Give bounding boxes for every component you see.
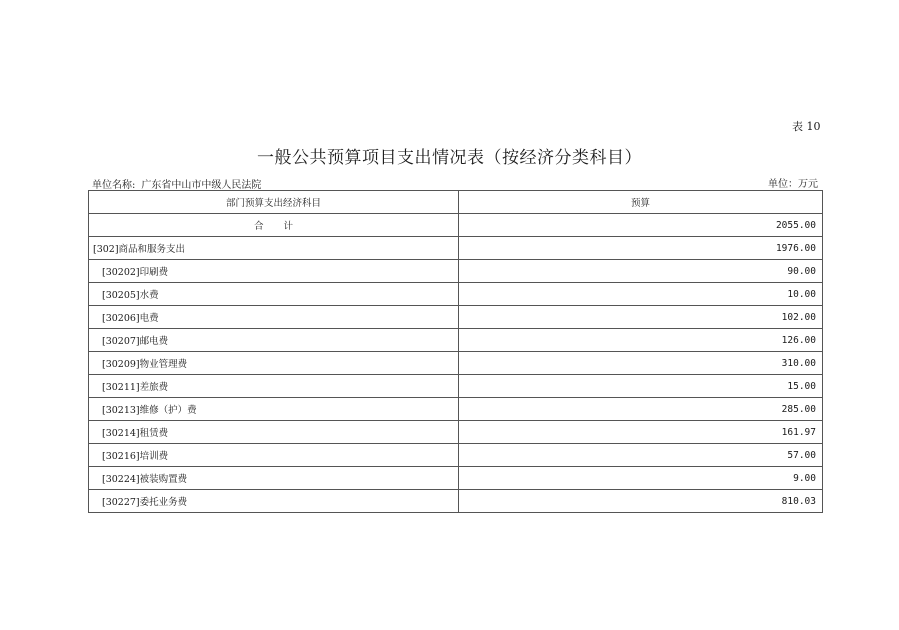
row-value: 285.00	[459, 398, 823, 421]
table-row	[89, 260, 823, 283]
row-value: 90.00	[459, 260, 823, 283]
row-value: 9.00	[459, 467, 823, 490]
row-account: [30206]电费	[89, 306, 459, 329]
table-row	[89, 398, 823, 421]
unit-label: 单位名称:	[92, 180, 136, 191]
table-row	[89, 306, 823, 329]
row-value: 810.03	[459, 490, 823, 513]
row-account: [30227]委托业务费	[89, 490, 459, 513]
row-account: [30224]被装购置费	[89, 467, 459, 490]
total-label: 合计	[89, 214, 459, 237]
table-row	[89, 467, 823, 490]
header-row	[89, 191, 823, 214]
row-value: 1976.00	[459, 237, 823, 260]
row-account: [30214]租赁费	[89, 421, 459, 444]
row-account: [302]商品和服务支出	[89, 237, 459, 260]
row-account: [30205]水费	[89, 283, 459, 306]
row-account: [30216]培训费	[89, 444, 459, 467]
row-value: 10.00	[459, 283, 823, 306]
page-title: 一般公共预算项目支出情况表（按经济分类科目）	[257, 148, 642, 168]
row-value: 57.00	[459, 444, 823, 467]
table-row	[89, 237, 823, 260]
row-account: [30211]差旅费	[89, 375, 459, 398]
table-row	[89, 375, 823, 398]
table-row	[89, 490, 823, 513]
unit-name: 广东省中山市中级人民法院	[141, 180, 262, 191]
row-account: [30213]维修（护）费	[89, 398, 459, 421]
currency-unit: 单位：万元	[768, 179, 818, 190]
table-row	[89, 329, 823, 352]
budget-table	[88, 190, 823, 513]
row-account: [30209]物业管理费	[89, 352, 459, 375]
row-account: [30202]印刷费	[89, 260, 459, 283]
row-value: 15.00	[459, 375, 823, 398]
total-row	[89, 214, 823, 237]
table-row	[89, 283, 823, 306]
table-row	[89, 444, 823, 467]
row-account: [30207]邮电费	[89, 329, 459, 352]
header-account: 部门预算支出经济科目	[89, 191, 459, 214]
row-value: 102.00	[459, 306, 823, 329]
row-value: 126.00	[459, 329, 823, 352]
row-value: 310.00	[459, 352, 823, 375]
unit-info	[92, 176, 261, 191]
table-row	[89, 352, 823, 375]
header-budget: 预算	[459, 191, 823, 214]
total-value: 2055.00	[459, 214, 823, 237]
row-value: 161.97	[459, 421, 823, 444]
table-row	[89, 421, 823, 444]
table-number: 表 10	[792, 120, 821, 133]
